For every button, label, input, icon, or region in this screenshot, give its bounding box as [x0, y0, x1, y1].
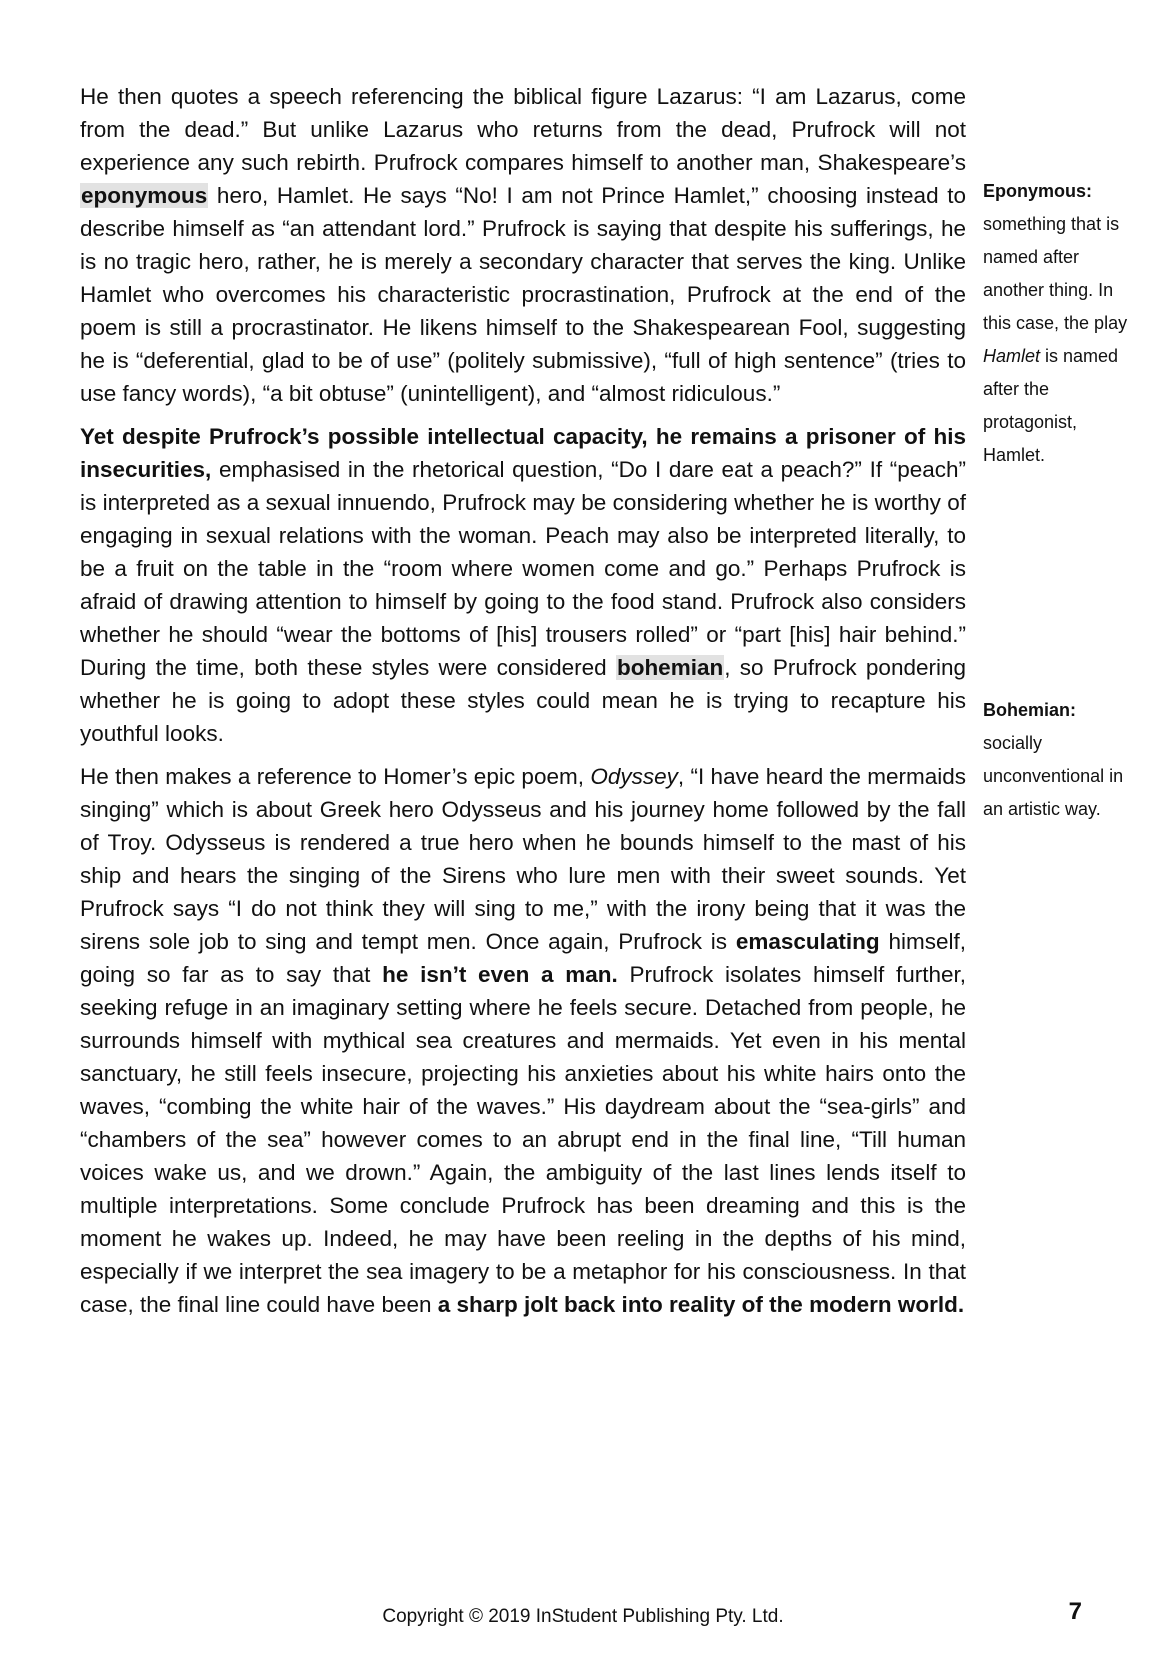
paragraph-insecurities: Yet despite Prufrock’s possible intellectual capacity, he remains a prisoner of his insecurities, emphasised in the rhetorical question, “Do I dare eat a peach?” If “peach” is interpreted as a sexual innuendo, Prufrock may be considering whether he is worthy of engaging in sexual relations with the woman. Peach may also be interpreted literally, to be a fruit on the table in the “room where women come and go.” Perhaps Prufrock is afraid of drawing attention to himself by going to the food stand. Prufrock also considers whether he should “wear the bottoms of [his] trousers rolled” or “part [his] hair behind.” During the time, both these styles were considered bohemian, so Prufrock pondering whether he is going to adopt these styles could mean he is trying to recapture his youthful looks. [80, 424, 967, 746]
footer-copyright: Copyright © 2019 InStudent Publishing Pty. Ltd. [382, 1606, 784, 1627]
bold-thesis-insecurities: Yet despite Prufrock’s possible intellectual capacity, he remains a prisoner of his insecurities, [80, 424, 966, 482]
highlighted-term-bohemian: bohemian [616, 655, 724, 680]
glossary-note-bohemian: Bohemian: socially unconventional in an artistic way. [983, 700, 1124, 819]
bold-not-a-man: he isn’t even a man. [382, 962, 618, 987]
bold-emasculating: emasculating [735, 929, 880, 954]
main-text-column [80, 80, 966, 1331]
glossary-note-eponymous: Eponymous: something that is named after another thing. In this case, the play Hamlet is named after the protagonist, Hamlet. [983, 181, 1128, 465]
page-number: 7 [1068, 1598, 1082, 1625]
paragraph-lazarus-hamlet: He then quotes a speech referencing the biblical figure Lazarus: “I am Lazarus, come from the dead.” But unlike Lazarus who returns from the dead, Prufrock will not experience any such rebirth. Prufrock compares himself to another man, Shakespeare’s eponymous hero, Hamlet. He says “No! I am not Prince Hamlet,” choosing instead to describe himself as “an attendant lord.” Prufrock is saying that despite his sufferings, he is no tragic hero, rather, he is merely a secondary character that serves the king. Unlike Hamlet who overcomes his characteristic procrastination, Prufrock at the end of the poem is still a procrastinator. He likens himself to the Shakespearean Fool, suggesting he is “deferential, glad to be of use” (politely submissive), “full of high sentence” (tries to use fancy words), “a bit obtuse” (unintelligent), and “almost ridiculous.” [80, 84, 966, 406]
highlighted-term-eponymous: eponymous [81, 183, 208, 208]
italic-title-odyssey: Odyssey [590, 764, 678, 789]
glossary-italic-hamlet: Hamlet [983, 346, 1041, 366]
glossary-term-eponymous: Eponymous: [983, 181, 1093, 201]
bold-sharp-jolt: a sharp jolt back into reality of the modern world. [437, 1292, 965, 1317]
paragraph-odyssey: He then makes a reference to Homer’s epic poem, Odyssey, “I have heard the mermaids singing” which is about Greek hero Odysseus and his journey home followed by the fall of Troy. Odysseus is rendered a true hero when he bounds himself to the mast of his ship and hears the singing of the Sirens who lure men with their sweet sounds. Yet Prufrock says “I do not think they will sing to me,” with the irony being that it was the sirens sole job to sing and tempt men. Once again, Prufrock is emasculating himself, going so far as to say that he isn’t even a man. Prufrock isolates himself further, seeking refuge in an imaginary setting where he feels secure. Detached from people, he surrounds himself with mythical sea creatures and mermaids. Yet even in his mental sanctuary, he still feels insecure, projecting his anxieties about his white hairs onto the waves, “combing the white hair of the waves.” His daydream about the “sea-girls” and “chambers of the sea” however comes to an abrupt end in the final line, “Till human voices wake us, and we drown.” Again, the ambiguity of the last lines lends itself to multiple interpretations. Some conclude Prufrock has been dreaming and this is the moment he wakes up. Indeed, he may have been reeling in the depths of his mind, especially if we interpret the sea imagery to be a metaphor for his consciousness. In that case, the final line could have been a sharp jolt back into reality of the modern world. [80, 764, 967, 1317]
glossary-term-bohemian: Bohemian: [983, 700, 1077, 720]
